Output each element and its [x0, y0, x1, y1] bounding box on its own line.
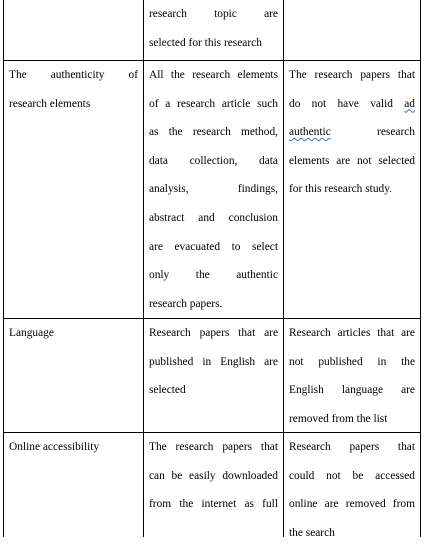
text-line: English language are: [289, 384, 415, 397]
cell-row1-col2: [144, 61, 283, 318]
text-line: All the research elements: [149, 69, 278, 81]
cell-row3-col2: [144, 433, 283, 519]
spellcheck-underline: ad: [404, 97, 415, 110]
text-line: elements are not selected: [289, 154, 415, 167]
criteria-table: [3, 0, 421, 537]
text-line: The research papers that: [289, 69, 415, 81]
text-line: are evacuated to select: [149, 240, 278, 253]
text-line: as the research method,: [149, 126, 278, 139]
text-line: can be easily downloaded: [149, 469, 278, 482]
text-line: authentic research: [289, 126, 415, 139]
cell-row2-col2: [144, 319, 283, 405]
text-line: published in English are: [149, 355, 278, 368]
text-line: could not be accessed: [289, 469, 415, 482]
text-line: abstract and conclusion: [149, 211, 278, 224]
text-line: Online accessibility: [9, 441, 100, 453]
text-line: for this research study.: [289, 183, 393, 196]
text-line: selected for this research: [149, 36, 262, 49]
table-border-right: [420, 0, 421, 537]
text-line: research elements: [9, 97, 91, 110]
text-line: Language: [9, 327, 54, 339]
text-line: online are removed from: [289, 498, 415, 511]
cell-row1-col3: [284, 61, 420, 204]
text-line: The authenticity of: [9, 69, 138, 81]
text-line: The research papers that: [149, 441, 278, 453]
cell-row0-col2: [144, 0, 283, 57]
text-line: of a research article such: [149, 97, 278, 110]
cell-row2-col3: [284, 319, 420, 433]
text-line: not published in the: [289, 355, 415, 368]
cell-row3-col1: [4, 433, 143, 462]
text-line: selected: [149, 384, 186, 397]
text-line: removed from the list: [289, 412, 388, 425]
text-line: Research articles that are: [289, 327, 415, 339]
text-line: Research papers that: [289, 441, 415, 453]
cell-row3-col3: [284, 433, 420, 547]
cell-row2-col1: [4, 319, 143, 348]
text-line: only the authentic: [149, 269, 278, 282]
text-line: research topic are: [149, 8, 278, 20]
text-line: do not have valid ad: [289, 97, 415, 110]
spellcheck-underline: authentic: [289, 126, 331, 139]
text-line: from the internet as full: [149, 498, 278, 511]
text-line: the search: [289, 526, 335, 539]
text-line: data collection, data: [149, 154, 278, 167]
cell-row1-col1: [4, 61, 143, 118]
text-line: research papers.: [149, 297, 223, 310]
text-line: Research papers that are: [149, 327, 278, 339]
text-line: analysis, findings,: [149, 183, 278, 196]
